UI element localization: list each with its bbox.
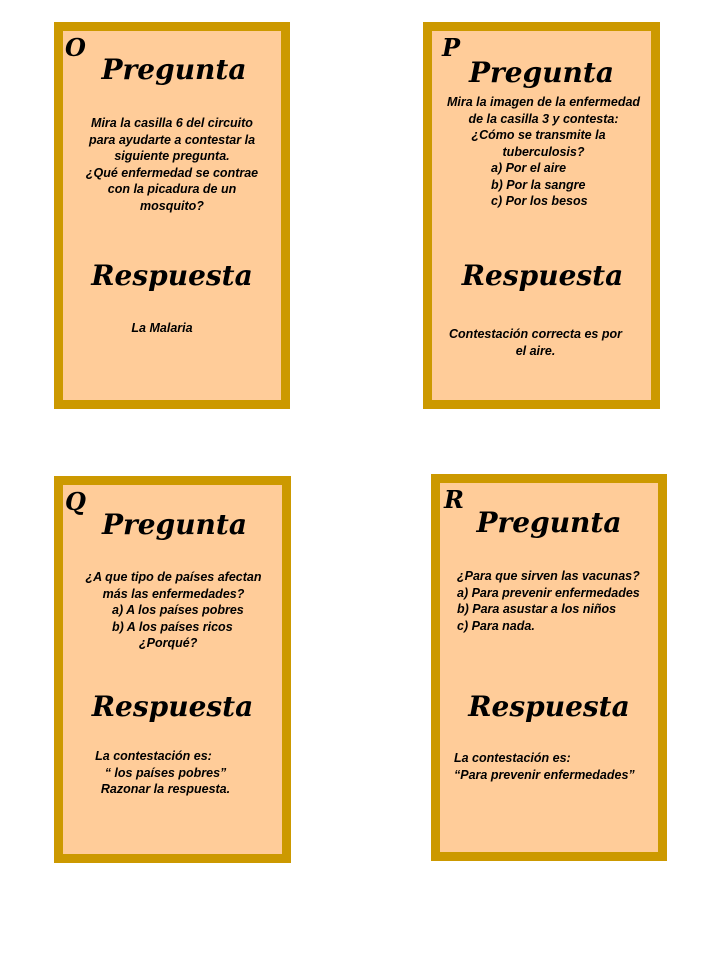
question-text bbox=[69, 115, 275, 214]
answer-text bbox=[434, 326, 637, 359]
question-line: Mira la casilla 6 del circuito bbox=[91, 116, 253, 130]
answer-line: La contestación es: bbox=[454, 751, 571, 765]
question-line: c) Para nada. bbox=[457, 618, 535, 633]
question-line: de la casilla 3 y contesta: bbox=[468, 111, 619, 126]
answer-line: La contestación es: bbox=[95, 749, 212, 763]
question-line: c) Por los besos bbox=[491, 194, 588, 208]
question-text bbox=[69, 569, 278, 652]
question-line: ¿A que tipo de países afectan bbox=[85, 570, 262, 584]
question-text bbox=[457, 568, 656, 634]
question-line: mosquito? bbox=[140, 198, 204, 213]
question-line: b) Por la sangre bbox=[491, 177, 586, 192]
card-r bbox=[431, 474, 667, 861]
answer-heading: Respuesta bbox=[91, 690, 254, 723]
question-line: ¿Qué enfermedad se contrae bbox=[85, 165, 259, 180]
answer-text bbox=[63, 748, 268, 798]
answer-line: Contestación correcta es por bbox=[449, 327, 622, 341]
question-text bbox=[440, 94, 647, 210]
card-letter: R bbox=[444, 485, 464, 514]
question-line: ¿Para que sirven las vacunas? bbox=[457, 569, 640, 583]
question-line: a) Para prevenir enfermedades bbox=[457, 585, 640, 600]
question-line: ¿Cómo se transmite la bbox=[471, 128, 606, 142]
question-heading: Pregunta bbox=[469, 56, 614, 89]
answer-line: el aire. bbox=[515, 343, 556, 358]
card-letter: Q bbox=[65, 487, 86, 516]
question-heading: Pregunta bbox=[102, 508, 247, 541]
question-line: siguiente pregunta. bbox=[114, 149, 230, 163]
question-line: a) A los países pobres bbox=[112, 603, 244, 617]
question-line: para ayudarte a contestar la bbox=[88, 132, 256, 147]
question-line: con la picadura de un bbox=[107, 182, 237, 196]
question-line: ¿Porqué? bbox=[139, 636, 198, 650]
question-heading: Pregunta bbox=[101, 53, 247, 86]
answer-line: “ los países pobres” bbox=[104, 765, 227, 780]
question-heading: Pregunta bbox=[476, 506, 622, 539]
question-line: tuberculosis? bbox=[502, 144, 585, 159]
answer-line: Razonar la respuesta. bbox=[100, 782, 231, 796]
answer-text bbox=[63, 320, 261, 337]
question-line: b) Para asustar a los niños bbox=[457, 602, 617, 616]
question-line: más las enfermedades? bbox=[102, 586, 245, 601]
answer-heading: Respuesta bbox=[91, 259, 253, 292]
answer-line: “Para prevenir enfermedades” bbox=[454, 767, 635, 782]
card-q bbox=[54, 476, 291, 863]
card-letter: P bbox=[442, 33, 461, 62]
card-letter: O bbox=[65, 33, 86, 62]
answer-heading: Respuesta bbox=[468, 690, 630, 723]
answer-line: La Malaria bbox=[131, 321, 193, 335]
question-line: a) Por el aire bbox=[491, 161, 567, 175]
question-line: b) A los países ricos bbox=[112, 619, 233, 634]
card-o bbox=[54, 22, 290, 409]
question-line: Mira la imagen de la enfermedad bbox=[446, 95, 641, 109]
answer-text bbox=[454, 750, 656, 783]
card-p bbox=[423, 22, 660, 409]
answer-heading: Respuesta bbox=[461, 259, 624, 292]
